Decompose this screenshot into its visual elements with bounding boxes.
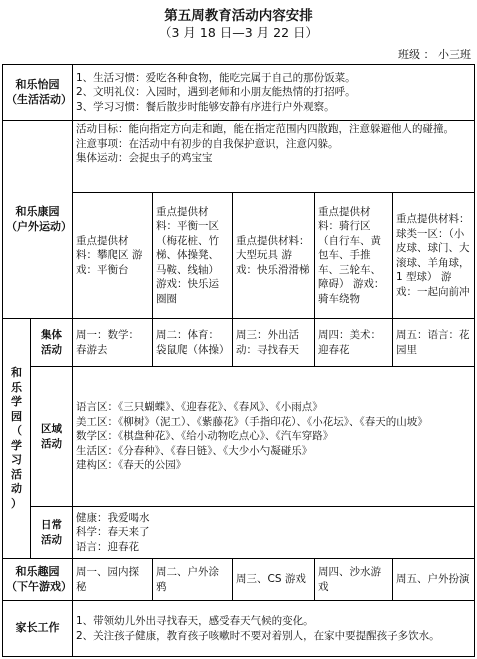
parents-item: 2、关注孩子健康，教育孩子咳嗽时不要对着别人，在家中要提醒孩子多饮水。 [76, 629, 440, 642]
daily-label-line: 活动 [41, 533, 62, 546]
outdoor-day-4: 重点提供材料：骑行区（自行车、黄包车、手推车、三轮车、障碍） 游戏：骑车绕物 [315, 193, 393, 319]
outdoor-notice: 注意事项：在活动中有初步的自我保护意识，注意闪躲。 [76, 137, 339, 150]
afternoon-day-4: 周四、沙水游戏 [315, 559, 393, 601]
outdoor-section-header [3, 121, 73, 319]
afternoon-day-2: 周二、户外涂鸦 [153, 559, 233, 601]
outdoor-summary-row [3, 121, 475, 193]
collective-day-1: 周一：数学：春游去 [73, 319, 153, 367]
learning-char: 学 [11, 395, 22, 408]
learning-char: 园 [11, 409, 22, 423]
daily-label-line: 日常 [41, 519, 62, 531]
outdoor-day-3: 重点提供材料：大型玩具 游戏：快乐滑滑梯 [233, 193, 315, 319]
collective-day-3: 周三：外出活动：寻找春天 [233, 319, 315, 367]
outdoor-summary [73, 121, 475, 193]
afternoon-day-5: 周五、户外扮演 [393, 559, 475, 601]
area-item: 语言区：《三只蝴蝶》、《迎春花》、《春风》、《小雨点》 [76, 401, 323, 414]
outdoor-day-2: 重点提供材料：平衡一区（梅花桩、竹梯、体操凳、马鞍、线轴） 游戏：快乐运圈圈 [153, 193, 233, 319]
daily-item: 语言：迎春花 [76, 540, 139, 553]
area-row [3, 367, 475, 507]
life-item: 1、生活习惯：爱吃各种食物，能吃完属于自己的那份饭菜。 [76, 71, 356, 84]
collective-row [3, 319, 475, 367]
area-label-line: 区域 [41, 423, 62, 435]
parents-content [73, 601, 475, 657]
learning-char: 动 [11, 482, 22, 495]
daily-item: 健康：我爱喝水 [76, 511, 150, 524]
class-label: 班级 ： 小三班 [398, 48, 471, 61]
outdoor-group-game: 集体运动：会捉虫子的鸡宝宝 [76, 152, 213, 164]
area-item: 美工区：《柳树》（泥工）、《紫藤花》（手指印花）、《小花坛》、《春天的山坡》 [76, 415, 428, 428]
page-title: 第五周教育活动内容安排 [164, 8, 313, 24]
collective-day-4: 周四：美术：迎春花 [315, 319, 393, 367]
life-content [73, 65, 475, 121]
life-title: 和乐怡园 [15, 78, 60, 91]
learning-char: 活 [11, 467, 22, 481]
learning-char: ） [11, 496, 22, 510]
area-label-line: 活动 [41, 437, 62, 450]
parents-item: 1、带领幼儿外出寻找春天，感受春天气候的变化。 [76, 615, 314, 627]
outdoor-subtitle: （户外运动） [6, 219, 72, 233]
parents-section-header: 家长工作 [3, 601, 73, 657]
outdoor-day-5: 重点提供材料：球类一区：（小皮球、球门、大滚球、羊角球，1 型球） 游戏：一起向前冲 [393, 193, 475, 319]
area-item: 建构区：《春天的公园》 [76, 459, 187, 472]
collective-label-line: 集体 [41, 329, 62, 341]
collective-label [31, 319, 73, 367]
learning-char: 学 [11, 438, 22, 452]
date-range: （3 月 18 日—3 月 22 日） [158, 25, 319, 40]
area-content [73, 367, 475, 507]
afternoon-row [3, 559, 475, 601]
afternoon-section-header [3, 559, 73, 601]
daily-row [3, 507, 475, 559]
collective-day-2: 周二：体育：袋鼠爬（体操） [153, 319, 233, 367]
area-item: 数学区：《棋盘种花》、《给小动物吃点心》、《汽车穿路》 [76, 430, 334, 443]
afternoon-title: 和乐趣园 [15, 565, 60, 578]
life-item: 2、文明礼仪：入园时，遇到老师和小朋友能热情的打招呼。 [76, 86, 356, 99]
daily-content [73, 507, 475, 559]
learning-char: （ [11, 424, 22, 437]
afternoon-subtitle: （下午游戏） [6, 579, 72, 593]
schedule-table [2, 64, 475, 657]
daily-label [31, 507, 73, 559]
collective-day-5: 周五：语言：花园里 [393, 319, 475, 367]
life-subtitle: （生活活动） [6, 92, 72, 106]
learning-section-header [3, 319, 31, 559]
learning-char: 和 [11, 366, 22, 379]
daily-item: 科学：春天来了 [76, 526, 150, 539]
area-label [31, 367, 73, 507]
outdoor-title: 和乐康园 [15, 205, 60, 218]
learning-char: 习 [11, 453, 22, 466]
life-row [3, 65, 475, 121]
collective-label-line: 活动 [41, 343, 62, 356]
afternoon-day-1: 周一、园内探秘 [73, 559, 153, 601]
outdoor-day-1: 重点提供材料：攀爬区 游戏：平衡台 [73, 193, 153, 319]
learning-char: 乐 [11, 380, 22, 394]
life-item: 3、学习习惯：餐后散步时能够安静有序进行户外观察。 [76, 100, 335, 113]
afternoon-day-3: 周三、CS 游戏 [233, 559, 315, 601]
parents-row [3, 601, 475, 657]
outdoor-goal: 活动目标：能向指定方向走和跑，能在指定范围内四散跑，注意躲避他人的碰撞。 [76, 123, 454, 135]
outdoor-days-row [3, 193, 475, 319]
area-item: 生活区：《分春种》、《春日链》、《大少小勺凝碰乐》 [76, 444, 313, 457]
life-section-header [3, 65, 73, 121]
